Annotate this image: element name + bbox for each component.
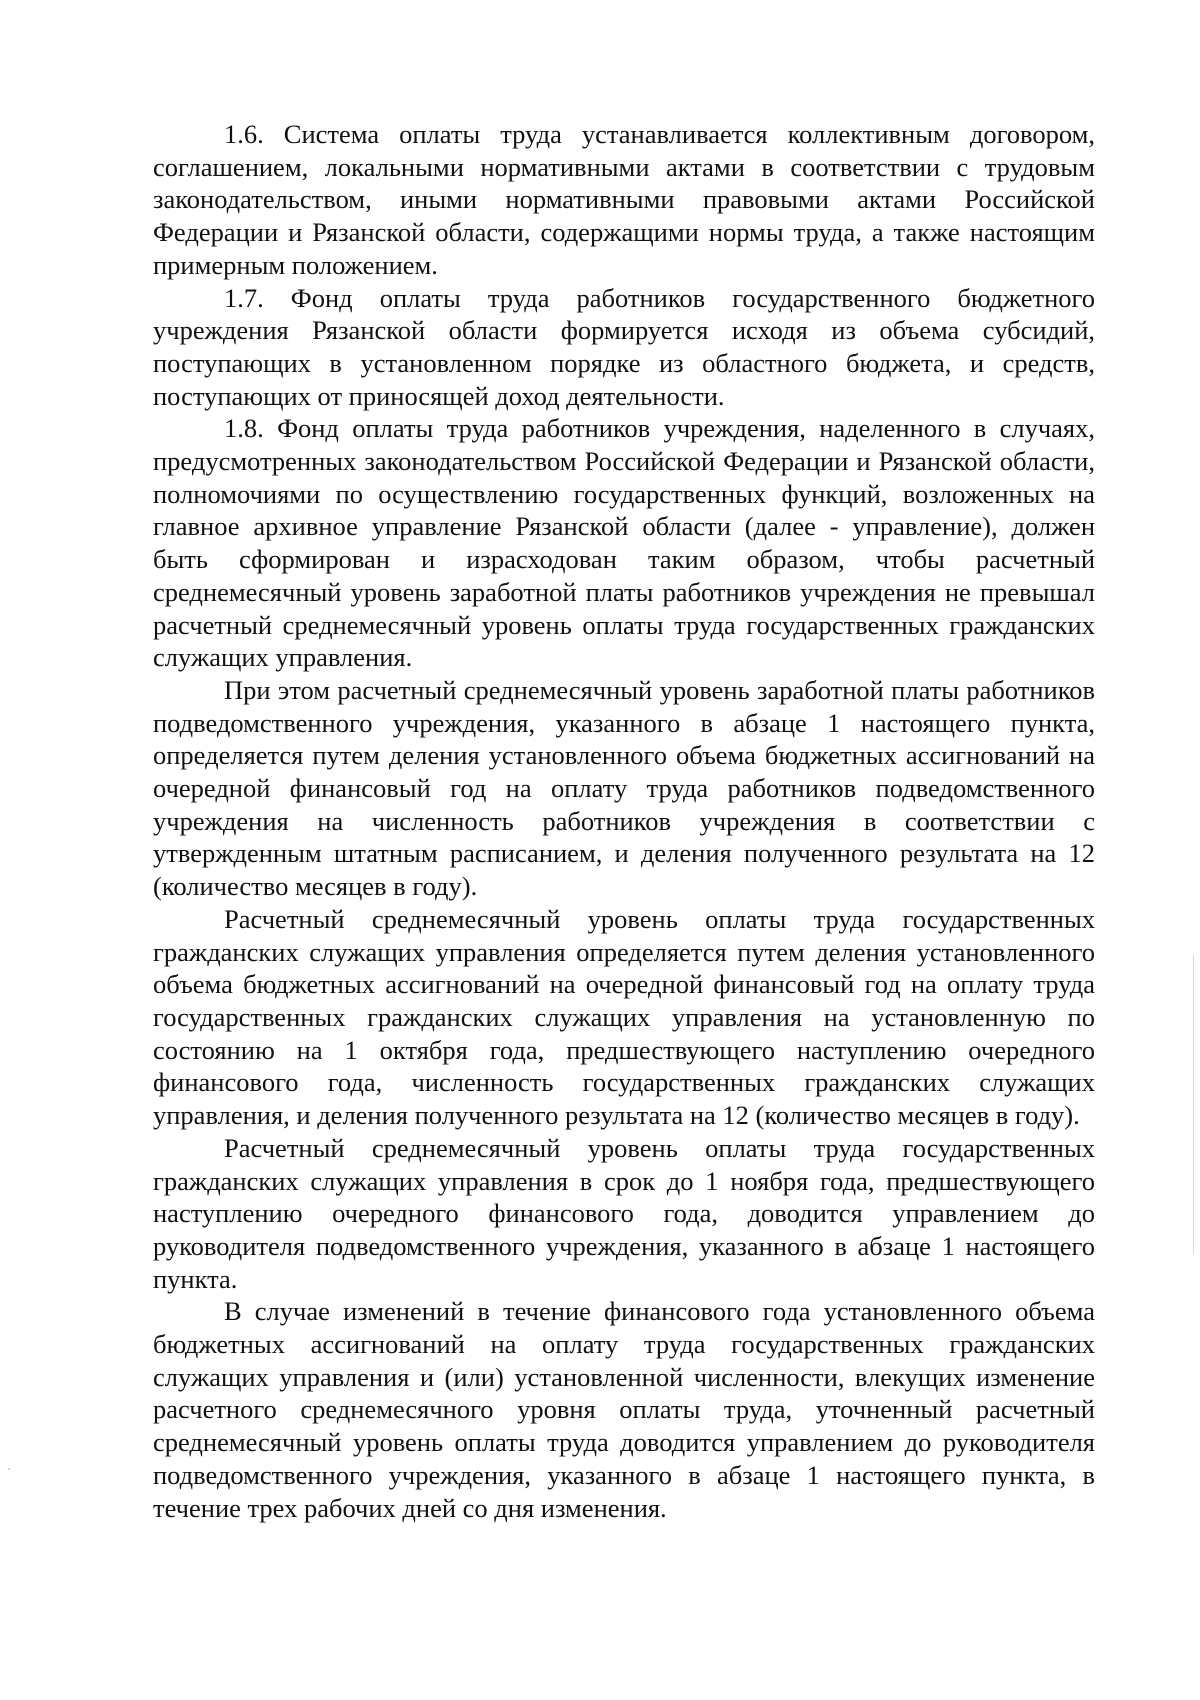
paragraph-civil-servants-level: Расчетный среднемесячный уровень оплаты труда государственных гражданских служащих управления определяется путем деления установленного объема бюджетных ассигнований на очередной финансовый год на оплату труда государственных гражданских служащих управления на установленную по состоянию на 1 октября года, предшествующего наступлению очередного финансового года, численность государственных гражданских служащих управления, и деления полученного результата на 12 (количество месяцев в году). (153, 903, 1095, 1131)
document-body (153, 118, 1095, 1524)
paragraph-1-6: 1.6. Система оплаты труда устанавливается коллективным договором, соглашением, локальными нормативными актами в соответствии с трудовым законодательством, иными нормативными правовыми актами Российской Федерации и Рязанской области, содержащими нормы труда, а также настоящим примерным положением. (153, 119, 1095, 280)
scan-speck (8, 1468, 10, 1470)
scan-edge-mark (1193, 955, 1194, 1255)
paragraph-1-7: 1.7. Фонд оплаты труда работников государственного бюджетного учреждения Рязанской области формируется исходя из объема субсидий, поступающих в установленном порядке из областного бюджета, и средств, поступающих от приносящей доход деятельности. (153, 282, 1095, 411)
paragraph-1-8-calculation: При этом расчетный среднемесячный уровень заработной платы работников подведомственного учреждения, указанного в абзаце 1 настоящего пункта, определяется путем деления установленного объема бюджетных ассигнований на очередной финансовый год на оплату труда работников подведомственного учреждения на численность работников учреждения в соответствии с утвержденным штатным расписанием, и деления полученного результата на 12 (количество месяцев в году). (153, 674, 1095, 902)
paragraph-deadline: Расчетный среднемесячный уровень оплаты труда государственных гражданских служащих управления в срок до 1 ноября года, предшествующего наступлению очередного финансового года, доводится управлением до руководителя подведомственного учреждения, указанного в абзаце 1 настоящего пункта. (153, 1132, 1095, 1294)
paragraph-1-8: 1.8. Фонд оплаты труда работников учреждения, наделенного в случаях, предусмотренных законодательством Российской Федерации и Рязанской области, полномочиями по осуществлению государственных функций, возложенных на главное архивное управление Рязанской области (далее - управление), должен быть сформирован и израсходован таким образом, чтобы расчетный среднемесячный уровень заработной платы работников учреждения не превышал расчетный среднемесячный уровень оплаты труда государственных гражданских служащих управления. (153, 413, 1095, 673)
paragraph-changes: В случае изменений в течение финансового года установленного объема бюджетных ассигнований на оплату труда государственных гражданских служащих управления и (или) установленной численности, влекущих изменение расчетного среднемесячного уровня оплаты труда, уточненный расчетный среднемесячный уровень оплаты труда доводится управлением до руководителя подведомственного учреждения, указанного в абзаце 1 настоящего пункта, в течение трех рабочих дней со дня изменения. (153, 1296, 1095, 1523)
